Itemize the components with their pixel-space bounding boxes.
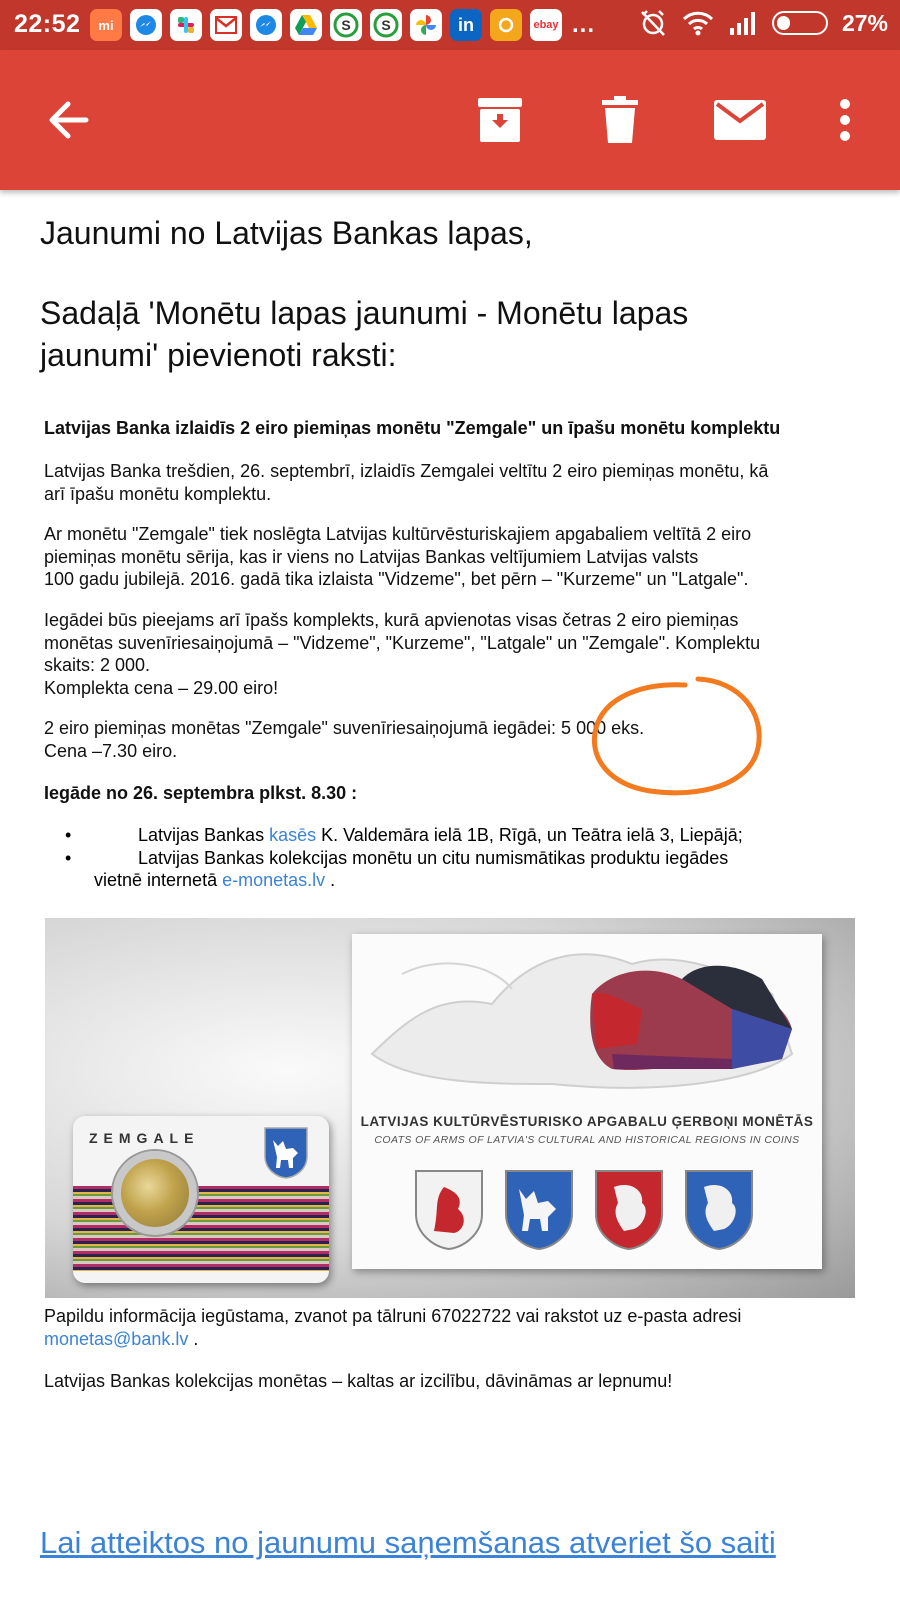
- trash-icon: [600, 96, 640, 144]
- paragraph-2-line2: piemiņas monētu sērija, kas ir viens no Latvijas Bankas veltījumiem Latvijas valsts: [44, 546, 699, 567]
- aliexpress-icon: [490, 9, 522, 41]
- paragraph-4-line2: Cena –7.30 eiro.: [44, 740, 178, 761]
- paragraph-3-line3: skaits: 2 000.: [44, 655, 151, 675]
- status-bar: [0, 0, 900, 50]
- bullet-2-suffix: .: [325, 870, 336, 890]
- coin-image: [113, 1151, 197, 1235]
- slack-icon: [170, 9, 202, 41]
- article-title: Latvijas Banka izlaidīs 2 eiro piemiņas monētu "Zemgale" un īpašu monētu komplektu: [44, 418, 781, 438]
- paragraph-2-line1: Ar monētu "Zemgale" tiek noslēgta Latvijas kultūrvēsturiskajiem apgabaliem veltītā 2 eiro: [44, 524, 752, 544]
- notification-icons: [90, 9, 595, 41]
- info-suffix: .: [188, 1328, 199, 1349]
- alarm-off-icon: [638, 8, 668, 38]
- info-line1: Papildu informācija iegūstama, zvanot pa tālruni 67022722 vai rakstot uz e-pasta adresi: [44, 1306, 742, 1326]
- battery-percent: 27%: [841, 9, 888, 36]
- ethnographic-pattern: [73, 1186, 329, 1271]
- card-title: LATVIJAS KULTŪRVĒSTURISKO APGABALU ĢERBOŅI MONĒTĀS: [360, 1114, 814, 1129]
- more-options-button[interactable]: [815, 90, 875, 150]
- bullet-1-suffix: K. Valdemāra ielā 1B, Rīgā, un Teātra ielā 3, Liepājā;: [316, 825, 743, 845]
- unsubscribe-link[interactable]: Lai atteiktos no jaunumu saņemšanas atveriet šo saiti: [40, 1525, 776, 1560]
- list-item: [44, 847, 844, 892]
- coat-of-arms-card: [352, 934, 822, 1269]
- coat-of-arms-row: [414, 1169, 754, 1251]
- purchase-list: [44, 824, 844, 892]
- clock: 22:52: [14, 10, 81, 38]
- closing-line: Latvijas Bankas kolekcijas monētas – kaltas ar izcilību, dāvināmas ar lepnumu!: [44, 1371, 673, 1391]
- archive-icon: [476, 96, 524, 144]
- info-line2: [44, 1328, 864, 1351]
- drive-icon: [290, 9, 322, 41]
- skype-icon: [370, 9, 402, 41]
- mail-icon: [714, 100, 766, 140]
- delete-button[interactable]: [590, 90, 650, 150]
- gmail-icon: [210, 9, 242, 41]
- coin-card-label: ZEMGALE: [89, 1130, 200, 1146]
- photos-icon: [410, 9, 442, 41]
- paragraph-1-line2: arī īpašu monētu komplektu.: [44, 483, 272, 504]
- skype-icon: [330, 9, 362, 41]
- linkedin-icon: in: [450, 9, 482, 41]
- bullet-1-prefix: Latvijas Bankas: [138, 825, 270, 845]
- ebay-icon: ebay: [530, 9, 562, 41]
- kurzeme-coat-of-arms-icon: [414, 1169, 484, 1251]
- wifi-icon: [682, 10, 714, 36]
- info-paragraph: [44, 1305, 864, 1350]
- mark-unread-button[interactable]: [710, 90, 770, 150]
- paragraph-1: [44, 460, 864, 505]
- mi-icon: mi: [90, 9, 122, 41]
- signal-icon: [728, 10, 758, 36]
- purchase-heading: Iegāde no 26. septembra plkst. 8.30 :: [44, 783, 358, 803]
- paragraph-3-line4: Komplekta cena – 29.00 eiro!: [44, 677, 279, 698]
- system-icons: [638, 8, 888, 38]
- latgale-coat-of-arms-icon: [594, 1169, 664, 1251]
- latvia-map-illustration: [352, 934, 822, 1109]
- email-link[interactable]: monetas@bank.lv: [44, 1328, 189, 1349]
- promo-image: [45, 918, 855, 1298]
- back-arrow-icon: [46, 100, 90, 140]
- paragraph-3-line1: Iegādei būs pieejams arī īpašs komplekts, kurā apvienotas visas četras 2 eiro piemiņas: [44, 610, 739, 630]
- vidzeme-coat-of-arms-icon: [504, 1169, 574, 1251]
- e-monetas-link[interactable]: e-monetas.lv: [222, 870, 326, 890]
- section-heading-line1: Sadaļā 'Monētu lapas jaunumi - Monētu lapas: [40, 295, 689, 331]
- card-subtitle: COATS OF ARMS OF LATVIA'S CULTURAL AND HISTORICAL REGIONS IN COINS: [374, 1134, 800, 1146]
- coin-souvenir-card: [73, 1116, 329, 1283]
- kases-link[interactable]: kasēs: [269, 825, 317, 845]
- battery-icon: [772, 11, 828, 35]
- paragraph-3-line2: monētas suvenīriesaiņojumā – "Vidzeme", "Kurzeme", "Latgale" un "Zemgale". Komplektu: [44, 632, 761, 653]
- bullet-2-prefix: vietnē internetā: [94, 870, 223, 890]
- back-button[interactable]: [38, 90, 98, 150]
- bullet-2-line1: Latvijas Bankas kolekcijas monētu un citu numismātikas produktu iegādes: [138, 847, 729, 868]
- section-heading-line2: jaunumi' pievienoti raksti:: [40, 337, 397, 373]
- paragraph-1-line1: Latvijas Banka trešdien, 26. septembrī, izlaidīs Zemgalei veltītu 2 eiro piemiņas monētu, kā: [44, 461, 769, 481]
- more-vert-icon: [839, 98, 851, 142]
- paragraph-4-line1: 2 eiro piemiņas monētas "Zemgale" suvenīriesaiņojumā iegādei: 5 000 eks.: [44, 718, 645, 738]
- skype-letter: S: [381, 17, 391, 33]
- list-item: [44, 824, 844, 847]
- messenger-icon: [130, 9, 162, 41]
- zemgale-coat-of-arms-icon: [684, 1169, 754, 1251]
- messenger-icon: [250, 9, 282, 41]
- vidzeme-shield-icon: [263, 1126, 309, 1180]
- paragraph-2: [44, 523, 864, 591]
- more-notifications-icon: ...: [572, 11, 596, 38]
- skype-letter: S: [341, 17, 351, 33]
- archive-button[interactable]: [470, 90, 530, 150]
- paragraph-2-line3: 100 gadu jubilejā. 2016. gadā tika izlaista "Vidzeme", bet pērn – "Kurzeme" un "Latgale".: [44, 569, 749, 589]
- app-bar: [0, 50, 900, 190]
- greeting-heading: Jaunumi no Latvijas Bankas lapas,: [40, 215, 533, 251]
